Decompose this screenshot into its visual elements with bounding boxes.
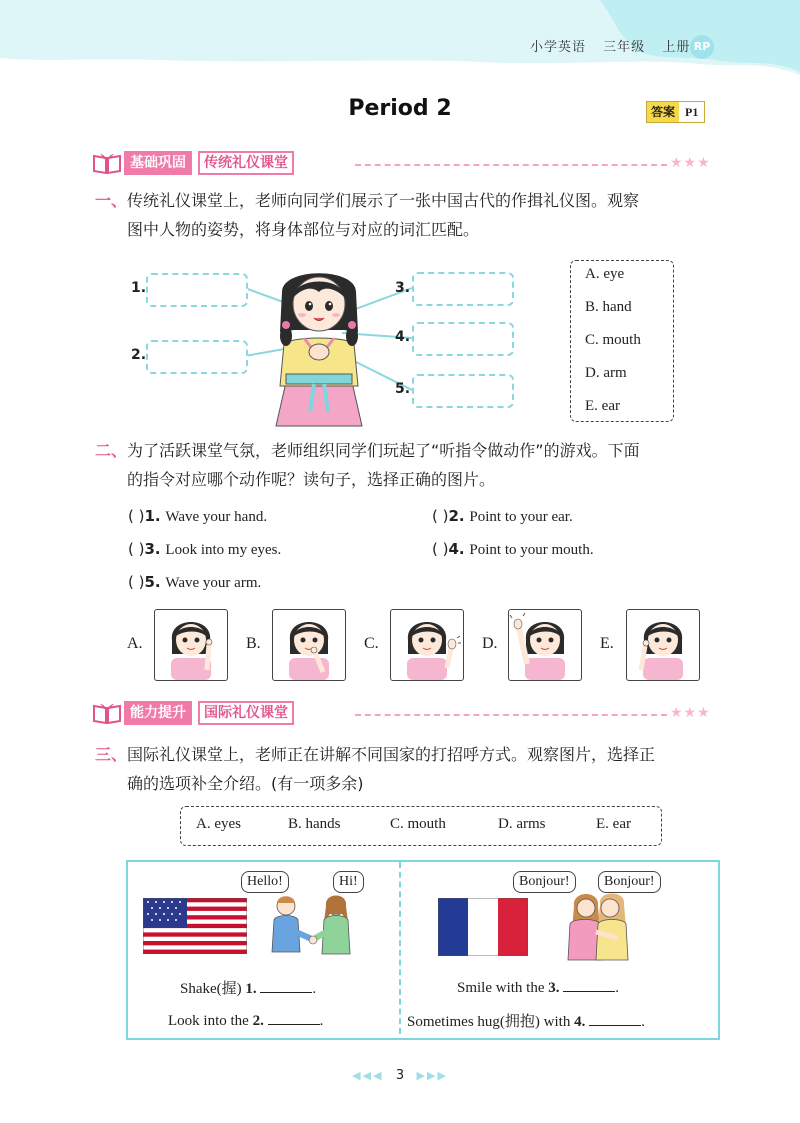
answer-box-1[interactable] <box>146 273 248 307</box>
blank-number-1: 1. <box>245 981 257 997</box>
picture-label-d: D. <box>482 635 498 652</box>
girl-point-eye-icon <box>155 610 227 680</box>
section-divider <box>355 164 667 166</box>
sentence-4 <box>407 1010 645 1031</box>
question-2-text <box>95 436 640 494</box>
item-text: Look into my eyes. <box>165 542 282 558</box>
question-1-number: 一、 <box>95 191 128 210</box>
word-bank-e: E. ear <box>596 816 631 832</box>
answer-paren: ( ) <box>128 573 145 591</box>
question-2-line2: 的指令对应哪个动作呢？读句子，选择正确的图片。 <box>127 470 496 489</box>
question-1-line2: 图中人物的姿势，将身体部位与对应的词汇匹配。 <box>127 220 480 239</box>
picture-a[interactable] <box>154 609 228 681</box>
q1-option-b: B. hand <box>585 299 632 315</box>
word-bank-c: C. mouth <box>390 816 446 832</box>
item-text: Point to your mouth. <box>469 542 594 558</box>
book-icon <box>92 701 122 725</box>
word-bank-d: D. arms <box>498 816 546 832</box>
sentence-3-prefix: Smile with the <box>457 980 549 996</box>
item-text: Wave your hand. <box>165 509 268 525</box>
blank-number-4: 4. <box>574 1014 586 1030</box>
section-title: 能力提升 <box>124 701 192 725</box>
sentence-4-suffix: . <box>641 1014 645 1030</box>
question-1-text <box>95 186 639 244</box>
section-subtitle: 传统礼仪课堂 <box>198 151 294 175</box>
q2-item-1[interactable] <box>128 507 267 526</box>
prev-arrows-icon: ◀◀◀ <box>352 1069 384 1082</box>
page-footer <box>0 1068 800 1083</box>
answer-box-5[interactable] <box>412 374 514 408</box>
box-label-2: 2. <box>131 347 147 363</box>
picture-label-b: B. <box>246 635 261 652</box>
item-text: Wave your arm. <box>165 575 262 591</box>
item-number: 1. <box>144 507 161 525</box>
item-number: 2. <box>448 507 465 525</box>
question-3-line2: 确的选项补全介绍。(有一项多余) <box>127 774 364 793</box>
girl-point-ear-icon <box>627 610 699 680</box>
sentence-1-prefix: Shake(握) <box>180 981 246 997</box>
item-number: 5. <box>144 573 161 591</box>
blank-4[interactable] <box>589 1011 641 1026</box>
question-3-number: 三、 <box>95 745 128 764</box>
section-title: 基础巩固 <box>124 151 192 175</box>
blank-1[interactable] <box>260 978 312 993</box>
answer-paren: ( ) <box>128 507 145 525</box>
answer-tag[interactable] <box>646 101 705 123</box>
difficulty-stars: ★★★ <box>670 705 711 721</box>
france-flag-icon <box>438 898 528 956</box>
answer-page: P1 <box>679 102 704 122</box>
sentence-1-suffix: . <box>312 981 317 997</box>
sentence-1 <box>180 977 316 998</box>
girl-bowing-illustration <box>264 262 374 428</box>
item-number: 4. <box>448 540 465 558</box>
next-arrows-icon: ▶▶▶ <box>416 1069 448 1082</box>
sentence-4-prefix: Sometimes hug(拥抱) with <box>407 1014 575 1030</box>
header-grade: 三年级 <box>603 40 646 55</box>
section-header-advanced <box>92 700 294 726</box>
box-label-3: 3. <box>395 280 411 296</box>
header-subject: 小学英语 <box>530 40 587 55</box>
picture-label-a: A. <box>127 635 143 652</box>
blank-number-2: 2. <box>252 1013 264 1029</box>
answer-label: 答案 <box>647 102 679 122</box>
q1-option-e: E. ear <box>585 398 620 414</box>
picture-e[interactable] <box>626 609 700 681</box>
sentence-2-suffix: . <box>319 1013 324 1029</box>
q2-item-4[interactable] <box>432 540 594 559</box>
picture-d[interactable] <box>508 609 582 681</box>
girl-point-mouth-icon <box>273 610 345 680</box>
q1-option-d: D. arm <box>585 365 627 381</box>
answer-box-3[interactable] <box>412 272 514 306</box>
girl-wave-hand-icon <box>391 610 463 680</box>
header-wave <box>0 0 800 110</box>
section-divider <box>355 714 667 716</box>
header-text <box>530 36 702 55</box>
sentence-3-suffix: . <box>615 980 619 996</box>
answer-paren: ( ) <box>432 540 449 558</box>
item-text: Point to your ear. <box>469 509 573 525</box>
question-2-line1: 为了活跃课堂气氛，老师组织同学们玩起了“听指令做动作”的游戏。下面 <box>127 441 640 460</box>
answer-box-2[interactable] <box>146 340 248 374</box>
q2-item-3[interactable] <box>128 540 281 559</box>
picture-c[interactable] <box>390 609 464 681</box>
sentence-3 <box>457 977 619 997</box>
box-label-5: 5. <box>395 381 411 397</box>
q2-item-2[interactable] <box>432 507 573 526</box>
page-title: Period 2 <box>348 96 452 121</box>
blank-3[interactable] <box>563 977 615 992</box>
question-2-number: 二、 <box>95 441 128 460</box>
box-label-1: 1. <box>131 280 147 296</box>
page-number: 3 <box>395 1068 405 1083</box>
answer-paren: ( ) <box>432 507 449 525</box>
hugging-people-illustration <box>560 890 640 962</box>
question-1-line1: 传统礼仪课堂上，老师向同学们展示了一张中国古代的作揖礼仪图。观察 <box>127 191 640 210</box>
section-subtitle: 国际礼仪课堂 <box>198 701 294 725</box>
speech-bubble-bonjour-1: Bonjour! <box>513 871 576 893</box>
speech-bubble-hi: Hi! <box>333 871 364 893</box>
difficulty-stars: ★★★ <box>670 155 711 171</box>
answer-paren: ( ) <box>128 540 145 558</box>
box-label-4: 4. <box>395 329 411 345</box>
book-icon <box>92 151 122 175</box>
usa-flag-icon <box>143 898 247 954</box>
handshake-people-illustration <box>262 892 362 962</box>
q1-option-a: A. eye <box>585 266 625 282</box>
question-3-line1: 国际礼仪课堂上，老师正在讲解不同国家的打招呼方式。观察图片，选择正 <box>127 745 656 764</box>
girl-wave-arm-icon <box>509 610 581 680</box>
q2-item-5[interactable] <box>128 573 261 592</box>
blank-number-3: 3. <box>548 980 560 996</box>
picture-label-c: C. <box>364 635 379 652</box>
picture-label-e: E. <box>600 635 614 652</box>
sentence-2 <box>168 1010 323 1030</box>
item-number: 3. <box>144 540 161 558</box>
picture-b[interactable] <box>272 609 346 681</box>
sentence-2-prefix: Look into the <box>168 1013 253 1029</box>
header-volume: 上册 <box>662 40 691 55</box>
speech-bubble-hello: Hello! <box>241 871 289 893</box>
rp-badge: RP <box>690 35 714 59</box>
answer-box-4[interactable] <box>412 322 514 356</box>
word-bank-b: B. hands <box>288 816 341 832</box>
panel-divider <box>399 862 401 1034</box>
question-3-text <box>95 740 655 798</box>
word-bank-a: A. eyes <box>196 816 241 832</box>
blank-2[interactable] <box>268 1010 320 1025</box>
section-header-basic <box>92 150 294 176</box>
q1-option-c: C. mouth <box>585 332 641 348</box>
speech-bubble-bonjour-2: Bonjour! <box>598 871 661 893</box>
